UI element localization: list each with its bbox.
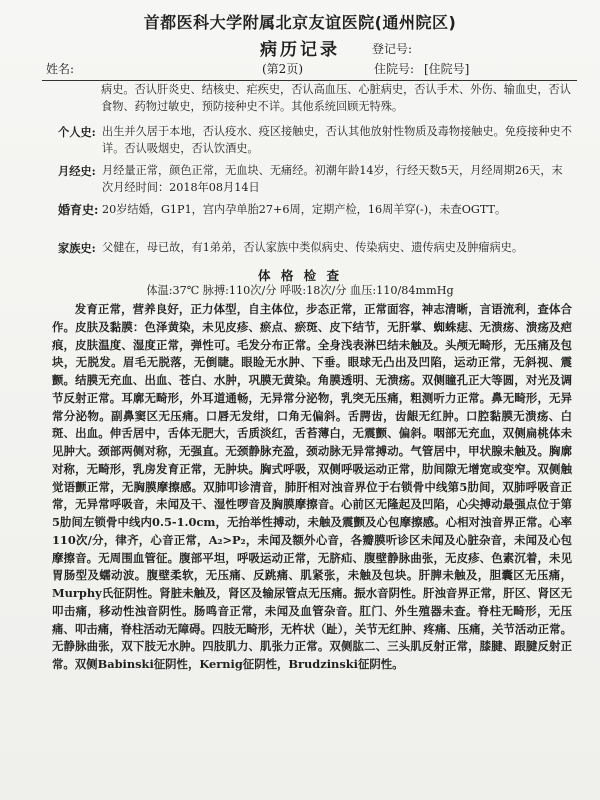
past-history-section	[101, 82, 571, 115]
physical-exam-title: 体 格 检 查	[257, 268, 343, 283]
inpatient-number-value: [住院号]	[424, 62, 470, 76]
header-divider	[42, 80, 577, 81]
marriage-history-text: 20岁结婚，G1P1，宫内孕单胎27+6周，定期产检，16周羊穿(-)，未查OGTT。	[102, 203, 507, 216]
marriage-history-label: 婚育史:	[58, 203, 99, 217]
family-history-text: 父健在，母已故，有1弟弟，否认家族中类似病史、传染病史、遗传病史及肿瘤病史。	[102, 241, 524, 254]
name-label: 姓名:	[46, 62, 75, 76]
personal-history-section	[58, 124, 572, 157]
hospital-name: 首都医科大学附属北京友谊医院(通州院区)	[143, 13, 457, 32]
family-history-label: 家族史:	[58, 241, 96, 255]
physical-exam-text: 发育正常，营养良好，正力体型，自主体位，步态正常，正常面容，神志清晰，言语流利，查体合作。皮肤及黏膜：色泽黄染，未见皮疹、瘀点、瘀斑、皮下结节，无肝掌、蜘蛛痣、无溃疡、溃疡及疤痕，皮肤温度、湿度正常，弹性可。毛发分布正常。全身浅表淋巴结未触及。头颅无畸形，无压痛及包块，无脱发。眉毛无脱落，无倒睫。眼睑无水肿、下垂。眼球无凸出及凹陷，运动正常，无斜视、震颤。结膜无充血、出血、苍白、水肿，巩膜无黄染。角膜透明、无溃疡。双侧瞳孔正大等圆，对光及调节反射正常。耳廓无畸形，外耳道通畅，无异常分泌物，乳突无压痛，粗测听力正常。鼻无畸形，无异常分泌物。副鼻窦区无压痛。口唇无发绀，口角无偏斜。舌腭齿，齿龈无红肿。口腔黏膜无溃疡、白斑、出血。伸舌居中，舌体无肥大，舌质淡红，舌苔薄白，无震颤、偏斜。咽部无充血，双侧扁桃体未见肿大。颈部两侧对称，无强直。无颈静脉充盈，颈动脉无异常搏动。气管居中，甲状腺未触及。胸廓对称，无畸形，乳房发育正常，无肿块。胸式呼吸，双侧呼吸运动正常，肋间隙无增宽或变窄。双侧触觉语颤正常，无胸膜摩擦感。双肺叩诊清音，肺肝相对浊音界位于右锁骨中线第5肋间，双肺呼吸音正常，无异常呼吸音，未闻及干、湿性啰音及胸膜摩擦音。心前区无隆起及凹陷，心尖搏动最强点位于第5肋间左锁骨中线内0.5-1.0cm，无抬举性搏动，未触及震颤及心包摩擦感。心相对浊音界正常。心率110次/分，律齐，心音正常，A₂>P₂，未闻及额外心音，各瓣膜听诊区未闻及心脏杂音，未闻及心包摩擦音。无周围血管征。腹部平坦，呼吸运动正常，无脐疝、腹壁静脉曲张，无皮疹、色素沉着，未见胃肠型及蠕动波。腹壁柔软，无压痛、反跳痛、肌紧张，未触及包块。肝脾未触及，胆囊区无压痛，Murphy氏征阴性。肾脏未触及，肾区及输尿管点无压痛。振水音阴性。肝浊音界正常，肝区、肾区无叩击痛，移动性浊音阴性。肠鸣音正常，未闻及血管杂音。肛门、外生殖器未查。脊柱无畸形，无压痛、叩击痛，脊柱活动无障碍。四肢无畸形，无杵状（趾），关节无红肿、疼痛、压痛，关节活动正常。无静脉曲张，双下肢无水肿。四肢肌力、肌张力正常。双侧肱二、三头肌反射正常，膝腱、跟腱反射正常。双侧Babinski征阴性，Kernig征阴性，Brudzinski征阴性。	[52, 302, 572, 671]
record-title: 病历记录	[260, 40, 340, 60]
menstrual-history-text: 月经量正常，颜色正常，无血块、无痛经。初潮年龄14岁，行经天数5天，月经周期26天，末次月经时间：2018年08月14日	[102, 164, 563, 194]
family-history-section	[58, 240, 572, 257]
inpatient-number-label: 住院号:	[374, 62, 415, 76]
personal-history-label: 个人史:	[58, 125, 96, 139]
vital-signs: 体温:37℃ 脉搏:110次/分 呼吸:18次/分 血压:110/84mmHg	[146, 284, 454, 297]
past-history-text: 病史。否认肝炎史、结核史、疟疾史，否认高血压、心脏病史，否认手术、外伤、输血史，否认食物、药物过敏史，预防接种史不详。其他系统回顾无特殊。	[101, 83, 571, 113]
patient-header-row	[0, 60, 600, 78]
registration-number-label: 登记号:	[372, 42, 413, 56]
personal-history-text: 出生并久居于本地，否认疫水、疫区接触史，否认其他放射性物质及毒物接触史。免疫接种史不详。否认吸烟史，否认饮酒史。	[102, 125, 572, 155]
menstrual-history-section	[58, 163, 572, 196]
menstrual-history-label: 月经史:	[58, 164, 96, 178]
marriage-history-section	[58, 202, 572, 219]
page-number: (第2页)	[262, 62, 303, 76]
